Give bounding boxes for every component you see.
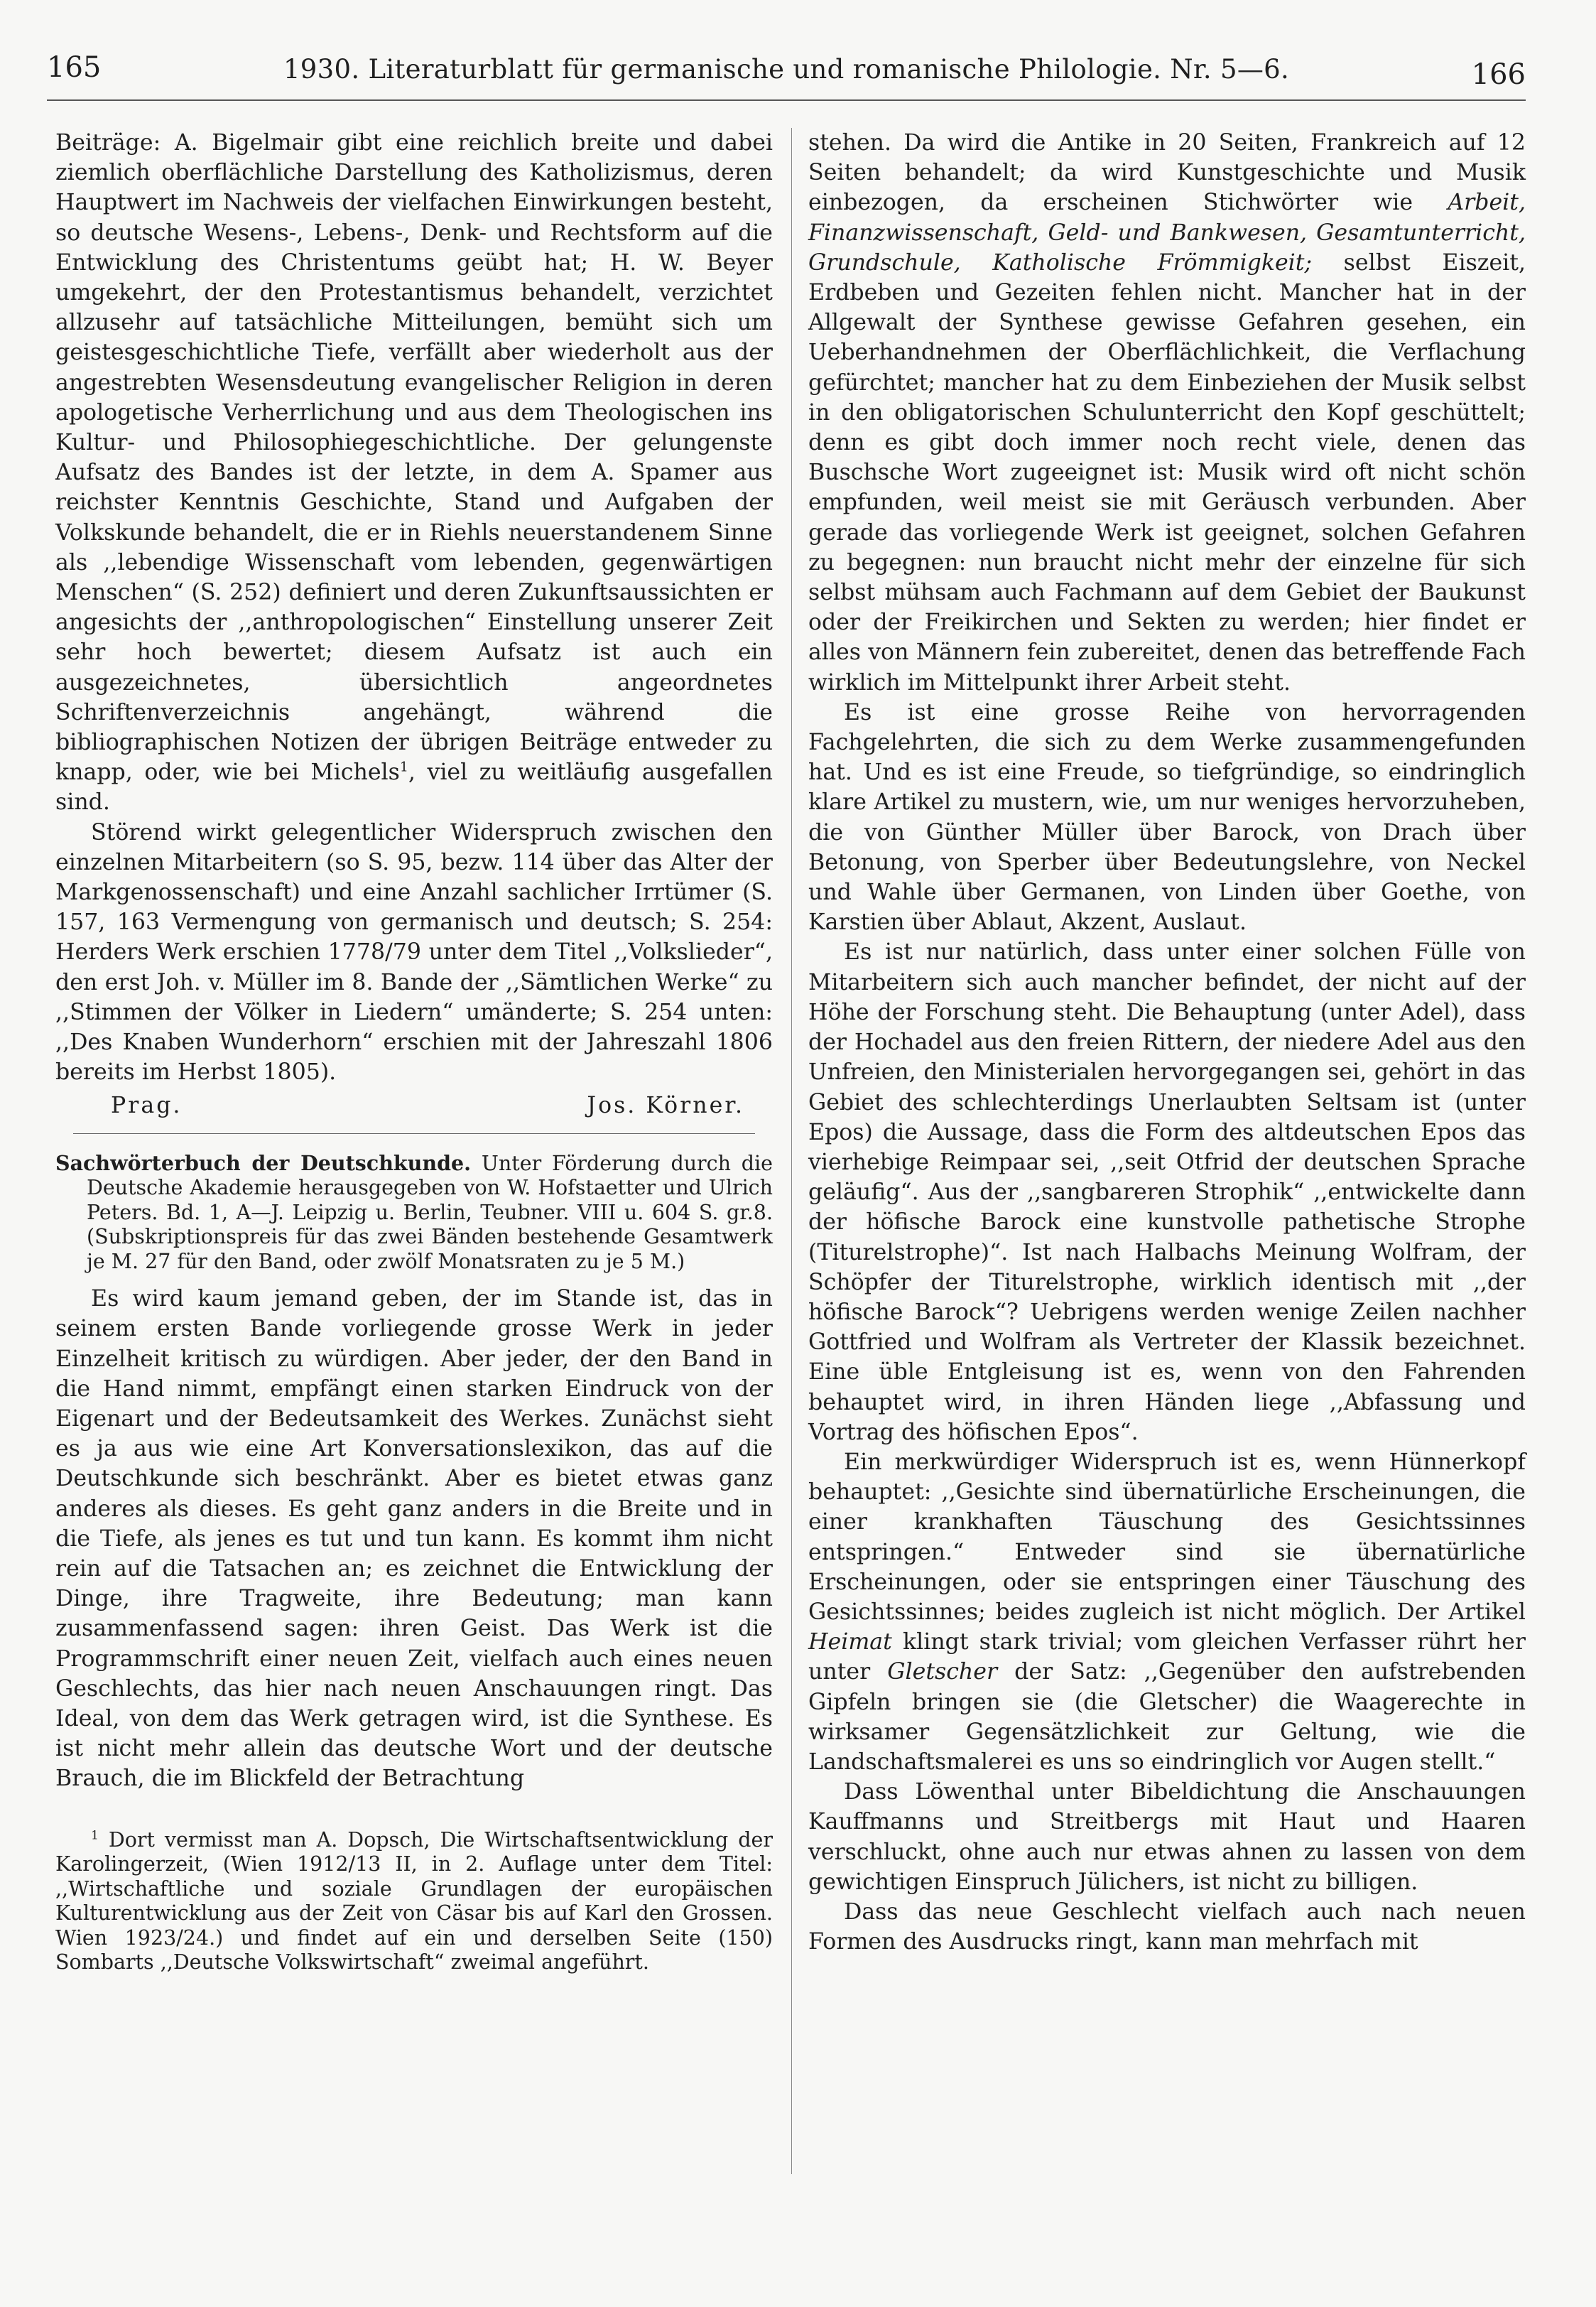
footnote-ref: 1 — [399, 759, 408, 775]
paragraph: Dass Löwenthal unter Bibeldichtung die Anschauungen Kauffmanns und Streitbergs mit Haut und Haaren verschluckt, ohne auch nur etwas ahnen zu lassen von dem gewichtigen Einspruch Jülichers, ist nicht zu billigen. — [808, 1779, 1526, 1895]
paragraph: Es wird kaum jemand geben, der im Stande ist, das in seinem ersten Bande vorliegende grosse Werk in jeder Einzelheit kritisch zu würdigen. Aber jeder, der den Band in die Hand nimmt, empfängt einen starken Eindruck von der Eigenart und der Bedeutsamkeit des Werkes. Zunächst sieht es ja aus wie eine Art Konversationslexikon, das auf die Deutschkunde sich beschränkt. Aber es bietet etwas ganz anderes als dieses. Es geht ganz anders in die Breite und in die Tiefe, als jenes es tut und tun kann. Es kommt ihm nicht rein auf die Tatsachen an; es zeichnet die Entwicklung der Dinge, ihre Tragweite, ihre Bedeutung; man kann zusammenfassend sagen: ihren Geist. Das Werk ist die Programmschrift einer neuen Zeit, vielfach auch eines neuen Geschlechts, das hier nach neuen Anschauungen ringt. Das Ideal, von dem das Werk getragen wird, ist die Synthese. Es ist nicht mehr allein das deutsche Wort und der deutsche Brauch, die im Blickfeld der Betrachtung — [55, 1286, 773, 1792]
footnote-mark: 1 — [91, 1828, 99, 1843]
page-number-left: 165 — [47, 51, 102, 84]
right-column — [808, 128, 1526, 1957]
italic-terms: Arbeit, Finanzwissenschaft, Geld- und Bankwesen, Gesamtunterricht, Grundschule, Katholische Frömmigkeit; — [808, 190, 1526, 276]
review-heading — [55, 1151, 773, 1275]
paragraph: Es ist eine grosse Reihe von hervorragenden Fachgelehrten, die sich zu dem Werke zusammengefunden hat. Und es ist eine Freude, so tiefgründige, so eindringlich klare Artikel zu mustern, wie, um nur weniges hervorzuheben, die von Günther Müller über Barock, von Drach über Betonung, von Sperber über Bedeutungslehre, von Neckel und Wahle über Germanen, von Linden über Goethe, von Karstien über Ablaut, Akzent, Auslaut. — [808, 699, 1526, 936]
section-divider — [73, 1133, 755, 1134]
paragraph: Dass das neue Geschlecht vielfach auch nach neuen Formen des Ausdrucks ringt, kann man mehrfach mit — [808, 1898, 1526, 1955]
italic-term: Heimat — [808, 1629, 892, 1655]
review-title: Sachwörterbuch der Deutschkunde. — [55, 1150, 472, 1175]
left-column — [55, 128, 773, 1975]
running-header — [47, 44, 1526, 101]
paragraph: Ein merkwürdiger Widerspruch ist es, wenn Hünnerkopf behauptet: ,,Gesichte sind übernatürliche Erscheinungen, die einer krankhaften Täuschung des Gesichtssinnes entspringen.“ Entweder sind sie übernatürliche Erscheinungen, oder sie entspringen einer Täuschung des Gesichtssinnes; beides zugleich ist nicht möglich. Der Artikel Heimat klingt stark trivial; vom gleichen Verfasser rührt her unter Gletscher der Satz: ,,Gegenüber den aufstrebenden Gipfeln bringen sie (die Gletscher) die Waagerechte in wirksamer Gegensätzlichkeit zur Geltung, wie die Landschaftsmalerei es uns so eindringlich vor Augen stellt.“ — [808, 1449, 1526, 1775]
signature-author: Jos. Körner. — [587, 1092, 744, 1118]
paragraph: Es ist nur natürlich, dass unter einer solchen Fülle von Mitarbeitern sich auch mancher befindet, der nicht auf der Höhe der Forschung steht. Die Behauptung (unter Adel), dass der Hochadel aus den freien Rittern, der niedere Adel aus den Unfreien, den Ministerialen hervorgegangen sei, gehört in das Gebiet des schlechterdings Unerlaubten Seltsam ist (unter Epos) die Aussage, dass die Form des altdeutschen Epos das vierhebige Reimpaar sei, ,,seit Otfrid der deutschen Sprache geläufig“. Aus der ,,sangbareren Strophik“ ,,entwickelte dann der höfische Barock eine kunstvolle pathetische Strophe (Titurelstrophe)“. Ist nach Halbachs Meinung Wolfram, der Schöpfer der Titurelstrophe, wirklich identisch mit ,,der höfische Barock“? Uebrigens werden wenige Zeilen nachher Gottfried und Wolfram als Vertreter der Klassik bezeichnet. Eine üble Entgleisung ist es, wenn von den Fahrenden behauptet wird, in ihren Händen liege ,,Abfassung und Vortrag des höfischen Epos“. — [808, 939, 1526, 1445]
paragraph: Beiträge: A. Bigelmair gibt eine reichlich breite und dabei ziemlich oberflächliche Darstellung des Katholizismus, deren Hauptwert im Nachweis der vielfachen Einwirkungen besteht, so deutsche Wesens-, Lebens-, Denk- und Rechtsform auf die Entwicklung des Christentums geübt hat; H. W. Beyer umgekehrt, der den Protestantismus behandelt, verzichtet allzusehr auf tatsächliche Mitteilungen, bemüht sich um geistesgeschichtliche Tiefe, verfällt aber wiederholt aus der angestrebten Wesensdeutung evangelischer Religion in deren apologetische Verherrlichung und aus dem Theologischen ins Kultur- und Philosophiegeschichtliche. Der gelungenste Aufsatz des Bandes ist der letzte, in dem A. Spamer aus reichster Kenntnis Geschichte, Stand und Aufgaben der Volkskunde behandelt, die er in Riehls neuerstandenem Sinne als ,,lebendige Wissenschaft vom lebenden, gegenwärtigen Menschen“ (S. 252) definiert und deren Zukunftsaussichten er angesichts der ,,anthropologischen“ Einstellung unserer Zeit sehr hoch bewertet; diesem Aufsatz ist auch ein ausgezeichnetes, übersichtlich angeordnetes Schriftenverzeichnis angehängt, während die bibliographischen Notizen der übrigen Beiträge entweder zu knapp, oder, wie bei Michels$^1$, viel zu weitläufig ausgefallen sind. — [55, 130, 773, 816]
page-number-right: 166 — [1471, 58, 1526, 91]
italic-term: Gletscher — [887, 1659, 998, 1685]
signature-place: Prag. — [111, 1092, 183, 1118]
review-bibliography: Unter Förderung durch die Deutsche Akademie herausgegeben von W. Hofstaetter und Ulrich Peters. Bd. 1, A—J. Leipzig u. Berlin, Teubner. VIII u. 604 S. gr.8. (Subskriptionspreis für das zwei Bänden bestehende Gesamtwerk je M. 27 für den Band, oder zwölf Monatsraten zu je 5 M.) — [87, 1151, 773, 1273]
review-signature — [55, 1091, 773, 1120]
paragraph: stehen. Da wird die Antike in 20 Seiten, Frankreich auf 12 Seiten behandelt; da wird Kunstgeschichte und Musik einbezogen, da erscheinen Stichwörter wie Arbeit, Finanzwissenschaft, Geld- und Bankwesen, Gesamtunterricht, Grundschule, Katholische Frömmigkeit; selbst Eiszeit, Erdbeben und Gezeiten fehlen nicht. Mancher hat in der Allgewalt der Synthese gewisse Gefahren gesehen, ein Ueberhandnehmen der Oberflächlichkeit, die Verflachung gefürchtet; mancher hat zu dem Einbeziehen der Musik selbst in den obligatorischen Schulunterricht den Kopf geschüttelt; denn es gibt doch immer noch recht viele, denen das Buschsche Wort zugeeignet ist: Musik wird oft nicht schön empfunden, weil meist sie mit Geräusch verbunden. Aber gerade das vorliegende Werk ist geeignet, solchen Gefahren zu begegnen: nun braucht nicht mehr der einzelne für sich selbst mühsam auch Fachmann auf dem Gebiet der Baukunst oder der Freikirchen und Sekten zu werden; hier findet er alles von Männern fein zubereitet, denen das betreffende Fach wirklich im Mittelpunkt ihrer Arbeit steht. — [808, 130, 1526, 696]
footnote: $^1$ Dort vermisst man A. Dopsch, Die Wirtschaftsentwicklung der Karolingerzeit, (Wien 1912/13 II, in 2. Auflage unter dem Titel: ,,Wirtschaftliche und soziale Grundlagen der europäischen Kulturentwicklung aus der Zeit von Cäsar bis auf Karl den Grossen. Wien 1923/24.) und findet auf ein und derselben Seite (150) Sombarts ,,Deutsche Volkswirtschaft“ zweimal angeführt. — [55, 1827, 773, 1974]
journal-title: 1930. Literaturblatt für germanische und romanische Philologie. Nr. 5—6. — [283, 54, 1290, 85]
column-rule — [791, 128, 792, 2174]
paragraph: Störend wirkt gelegentlicher Widerspruch zwischen den einzelnen Mitarbeitern (so S. 95, bezw. 114 über das Alter der Markgenossenschaft) und eine Anzahl sachlicher Irrtümer (S. 157, 163 Vermengung von germanisch und deutsch; S. 254: Herders Werk erschien 1778/79 unter dem Titel ,,Volkslieder“, den erst Joh. v. Müller im 8. Bande der ,,Sämtlichen Werke“ zu ,,Stimmen der Völker in Liedern“ umänderte; S. 254 unten: ,,Des Knaben Wunderhorn“ erschien mit der Jahreszahl 1806 bereits im Herbst 1805). — [55, 819, 773, 1086]
